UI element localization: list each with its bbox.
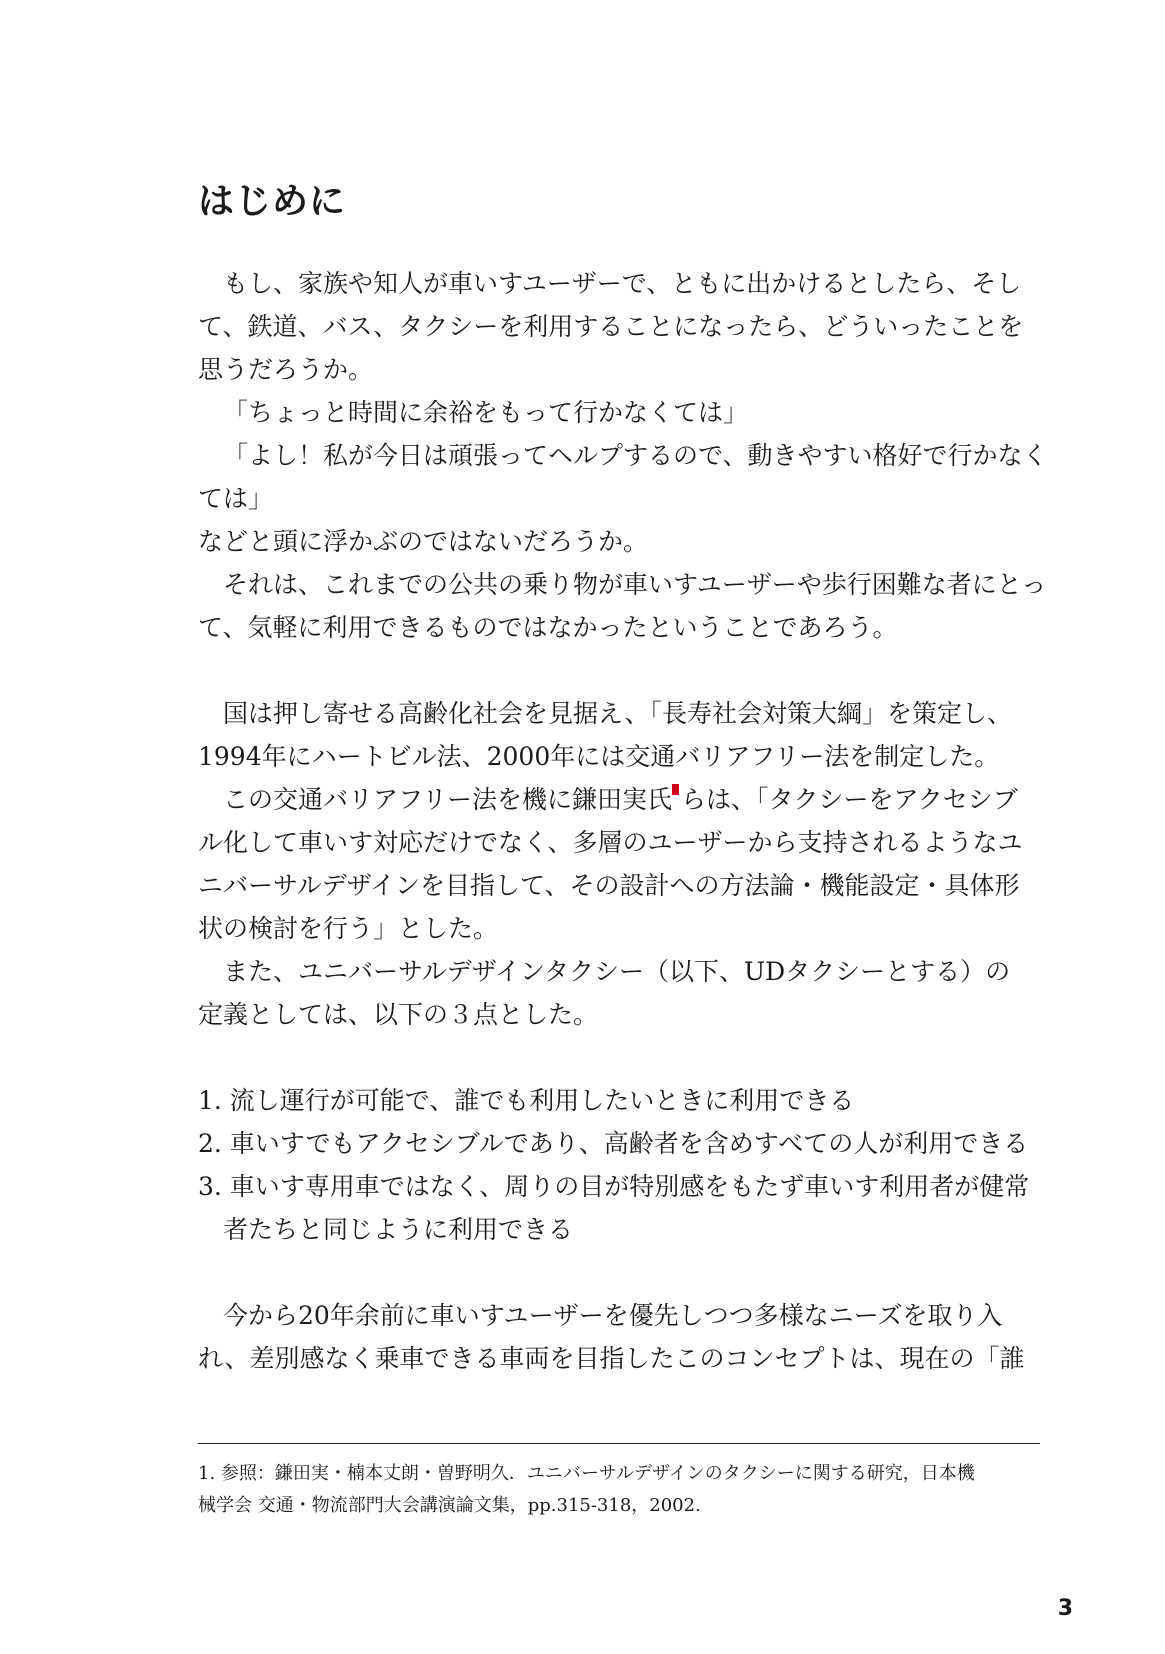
footnote-line: 1. 参照：鎌田実・楠本丈朗・曽野明久．ユニバーサルデザインのタクシーに関する研究，日本機 — [198, 1463, 975, 1484]
paragraph-spacer — [198, 1036, 1048, 1079]
paragraph-line: ル化して車いす対応だけでなく、多層のユーザーから支持されるようなユ — [198, 828, 1023, 857]
list-item: 3. 車いす専用車ではなく、周りの目が特別感をもたず車いす利用者が健常 — [198, 1172, 1030, 1201]
paragraph-line: 定義としては、以下の３点とした。 — [198, 1000, 599, 1029]
paragraph-text: この交通バリアフリー法を機に鎌田実氏 — [223, 785, 673, 814]
paragraph-line: また、ユニバーサルデザインタクシー（以下、UDタクシーとする）の — [223, 957, 1011, 986]
footnote-divider — [198, 1443, 1040, 1444]
footnote-reference-marker[interactable] — [672, 784, 679, 795]
paragraph-text: らは、「タクシーをアクセシブ — [681, 785, 1018, 814]
paragraph-line: れ、差別感なく乗車できる車両を目指したこのコンセプトは、現在の「誰 — [198, 1344, 1025, 1373]
paragraph-line: て、鉄道、バス、タクシーを利用することになったら、どういったことを — [198, 312, 1024, 341]
paragraph-line: 1994年にハートビル法、2000年には交通バリアフリー法を制定した。 — [198, 742, 1000, 771]
list-item: 1. 流し運行が可能で、誰でも利用したいときに利用できる — [198, 1086, 855, 1115]
quote-line: 「よし！私が今日は頑張ってヘルプするので、動きやすい格好で行かなく — [223, 441, 1048, 470]
quote-line: 「ちょっと時間に余裕をもって行かなくては」 — [223, 398, 749, 427]
paragraph-line: ニバーサルデザインを目指して、その設計への方法論・機能設定・具体形 — [198, 871, 1020, 900]
list-item: 2. 車いすでもアクセシブルであり、高齢者を含めすべての人が利用できる — [198, 1129, 1029, 1158]
body-text — [198, 262, 1048, 1380]
section-heading: はじめに — [198, 181, 347, 222]
paragraph-line: 思うだろうか。 — [198, 355, 374, 384]
paragraph-line: て、気軽に利用できるものではなかったということであろう。 — [198, 613, 898, 642]
paragraph-line: それは、これまでの公共の乗り物が車いすユーザーや歩行困難な者にとっ — [223, 570, 1047, 599]
paragraph-spacer — [198, 1251, 1048, 1294]
quote-line: ては」 — [198, 484, 274, 513]
paragraph-line: 状の検討を行う」とした。 — [198, 914, 499, 943]
paragraph-line: 国は押し寄せる高齢化社会を見据え、「長寿社会対策大綱」を策定し、 — [223, 699, 1013, 728]
paragraph-spacer — [198, 649, 1048, 692]
page-number: 3 — [1057, 1596, 1073, 1621]
paragraph-line: もし、家族や知人が車いすユーザーで、ともに出かけるとしたら、そし — [223, 269, 1022, 298]
paragraph-line: 今から20年余前に車いすユーザーを優先しつつ多様なニーズを取り入 — [223, 1301, 1003, 1330]
paragraph-line: などと頭に浮かぶのではないだろうか。 — [198, 527, 649, 556]
paragraph-line — [198, 778, 1048, 821]
footnote — [198, 1458, 1048, 1522]
footnote-line: 械学会 交通・物流部門大会講演論文集，pp.315-318，2002. — [198, 1495, 701, 1516]
list-item-continuation: 者たちと同じように利用できる — [223, 1215, 574, 1244]
